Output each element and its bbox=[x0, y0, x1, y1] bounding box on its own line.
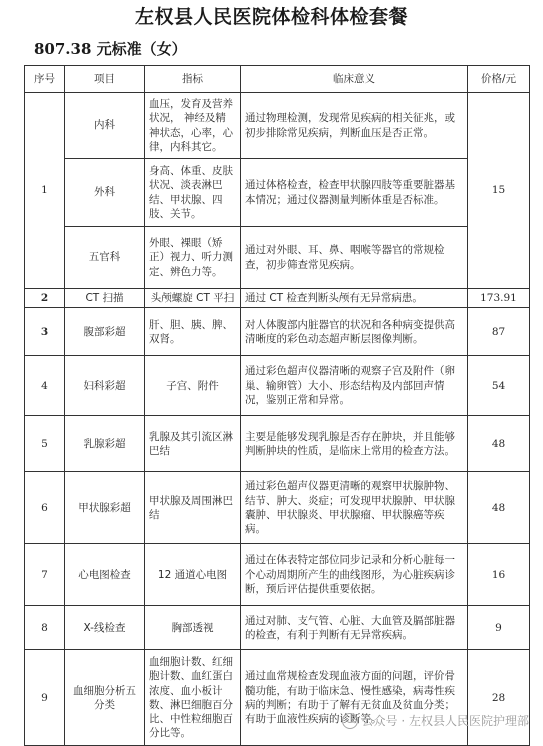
watermark bbox=[342, 712, 529, 729]
row-price: 54 bbox=[468, 356, 530, 416]
row-indicator: 身高、体重、皮肤状况、淡表淋巴结、甲状腺、四肢、关节。 bbox=[145, 159, 241, 227]
table-row bbox=[25, 159, 530, 227]
row-meaning: 通过体格检查，检查甲状腺四肢等重要脏器基本情况；通过仪器测量判断体重是否标准。 bbox=[241, 159, 468, 227]
row-indicator: 12 通道心电图 bbox=[145, 544, 241, 606]
row-indicator: 甲状腺及周围淋巴结 bbox=[145, 472, 241, 544]
row-index: 2 bbox=[25, 289, 65, 308]
table-row bbox=[25, 356, 530, 416]
row-price: 28 bbox=[468, 650, 530, 746]
table-row bbox=[25, 544, 530, 606]
row-meaning: 对人体腹部内脏器官的状况和各种病变提供高清晰度的彩色动态超声断层图像判断。 bbox=[241, 308, 468, 356]
table-row bbox=[25, 93, 530, 159]
row-item: 内科 bbox=[65, 93, 145, 159]
watermark-text: 公众号 · 左权县人民医院护理部 bbox=[361, 714, 529, 728]
row-item: CT 扫描 bbox=[65, 289, 145, 308]
row-item: 外科 bbox=[65, 159, 145, 227]
row-price: 9 bbox=[468, 606, 530, 650]
row-index: 8 bbox=[25, 606, 65, 650]
row-meaning: 通过彩色超声仪器清晰的观察子宫及附件（卵巢、输卵管）大小、形态结构及内部回声情况，鉴别正常和异常。 bbox=[241, 356, 468, 416]
row-indicator: 乳腺及其引流区淋巴结 bbox=[145, 416, 241, 472]
row-index: 5 bbox=[25, 416, 65, 472]
table-header-row bbox=[25, 66, 530, 93]
row-indicator: 血压，发育及营养状况， 神经及精神状态，心率，心律，内科其它。 bbox=[145, 93, 241, 159]
row-item: 腹部彩超 bbox=[65, 308, 145, 356]
table-row bbox=[25, 472, 530, 544]
table-row bbox=[25, 227, 530, 289]
row-indicator: 胸部透视 bbox=[145, 606, 241, 650]
row-item: X-线检查 bbox=[65, 606, 145, 650]
header-price: 价格/元 bbox=[468, 66, 530, 93]
header-meaning: 临床意义 bbox=[241, 66, 468, 93]
row-item: 心电图检查 bbox=[65, 544, 145, 606]
row-meaning: 通过对肺、支气管、心脏、大血管及膈部脏器的检查，有利于判断有无异常疾病。 bbox=[241, 606, 468, 650]
table-row bbox=[25, 289, 530, 308]
page-title: 左权县人民医院体检科体检套餐 bbox=[134, 6, 408, 28]
row-meaning: 通过对外眼、耳、鼻、咽喉等器官的常规检查，初步筛查常见疾病。 bbox=[241, 227, 468, 289]
row-index: 1 bbox=[25, 93, 65, 289]
row-price: 48 bbox=[468, 472, 530, 544]
header-index: 序号 bbox=[25, 66, 65, 93]
row-index: 6 bbox=[25, 472, 65, 544]
table-row bbox=[25, 308, 530, 356]
row-price: 48 bbox=[468, 416, 530, 472]
row-price: 16 bbox=[468, 544, 530, 606]
row-item: 五官科 bbox=[65, 227, 145, 289]
row-indicator: 子宫、附件 bbox=[145, 356, 241, 416]
row-item: 乳腺彩超 bbox=[65, 416, 145, 472]
wechat-icon bbox=[342, 713, 358, 729]
row-price: 15 bbox=[468, 93, 530, 289]
header-indicator: 指标 bbox=[145, 66, 241, 93]
row-indicator: 肝、胆、胰、脾、双肾。 bbox=[145, 308, 241, 356]
row-meaning: 通过 CT 检查判断头颅有无异常病患。 bbox=[241, 289, 468, 308]
row-index: 3 bbox=[25, 308, 65, 356]
row-price: 173.91 bbox=[468, 289, 530, 308]
row-item: 妇科彩超 bbox=[65, 356, 145, 416]
row-meaning: 主要是能够发现乳腺是否存在肿块，并且能够判断肿块的性质，是临床上常用的检查方法。 bbox=[241, 416, 468, 472]
row-index: 4 bbox=[25, 356, 65, 416]
package-table bbox=[24, 65, 530, 746]
row-indicator: 头颅螺旋 CT 平扫 bbox=[145, 289, 241, 308]
table-row bbox=[25, 650, 530, 746]
row-meaning: 通过彩色超声仪器更清晰的观察甲状腺肿物、结节、肿大、炎症；可发现甲状腺肿、甲状腺囊肿、甲状腺炎、甲状腺瘤、甲状腺癌等疾病。 bbox=[241, 472, 468, 544]
row-indicator: 外眼、裸眼（矫正）视力、听力测定、辨色力等。 bbox=[145, 227, 241, 289]
row-index: 9 bbox=[25, 650, 65, 746]
header-item: 项目 bbox=[65, 66, 145, 93]
row-meaning: 通过物理检测，发现常见疾病的相关征兆，或初步排除常见疾病，判断血压是否正常。 bbox=[241, 93, 468, 159]
row-meaning: 通过血常规检查发现血液方面的问题，评价骨髓功能，有助于临床急、慢性感染，病毒性疾病的判断；有助于了解有无贫血及贫血分类；有助于血液性疾病的诊断等。 bbox=[241, 650, 468, 746]
row-item: 甲状腺彩超 bbox=[65, 472, 145, 544]
row-item: 血细胞分析五分类 bbox=[65, 650, 145, 746]
package-standard: 807.38 元标准（女） bbox=[34, 40, 187, 58]
row-index: 7 bbox=[25, 544, 65, 606]
row-price: 87 bbox=[468, 308, 530, 356]
table-row bbox=[25, 416, 530, 472]
row-indicator: 血细胞计数、红细胞计数、血红蛋白浓度、血小板计数、淋巴细胞百分比、中性粒细胞百分比等。 bbox=[145, 650, 241, 746]
row-meaning: 通过在体表特定部位同步记录和分析心脏每一个心动周期所产生的曲线图形，为心脏疾病诊断，预后评估提供重要依据。 bbox=[241, 544, 468, 606]
table-row bbox=[25, 606, 530, 650]
